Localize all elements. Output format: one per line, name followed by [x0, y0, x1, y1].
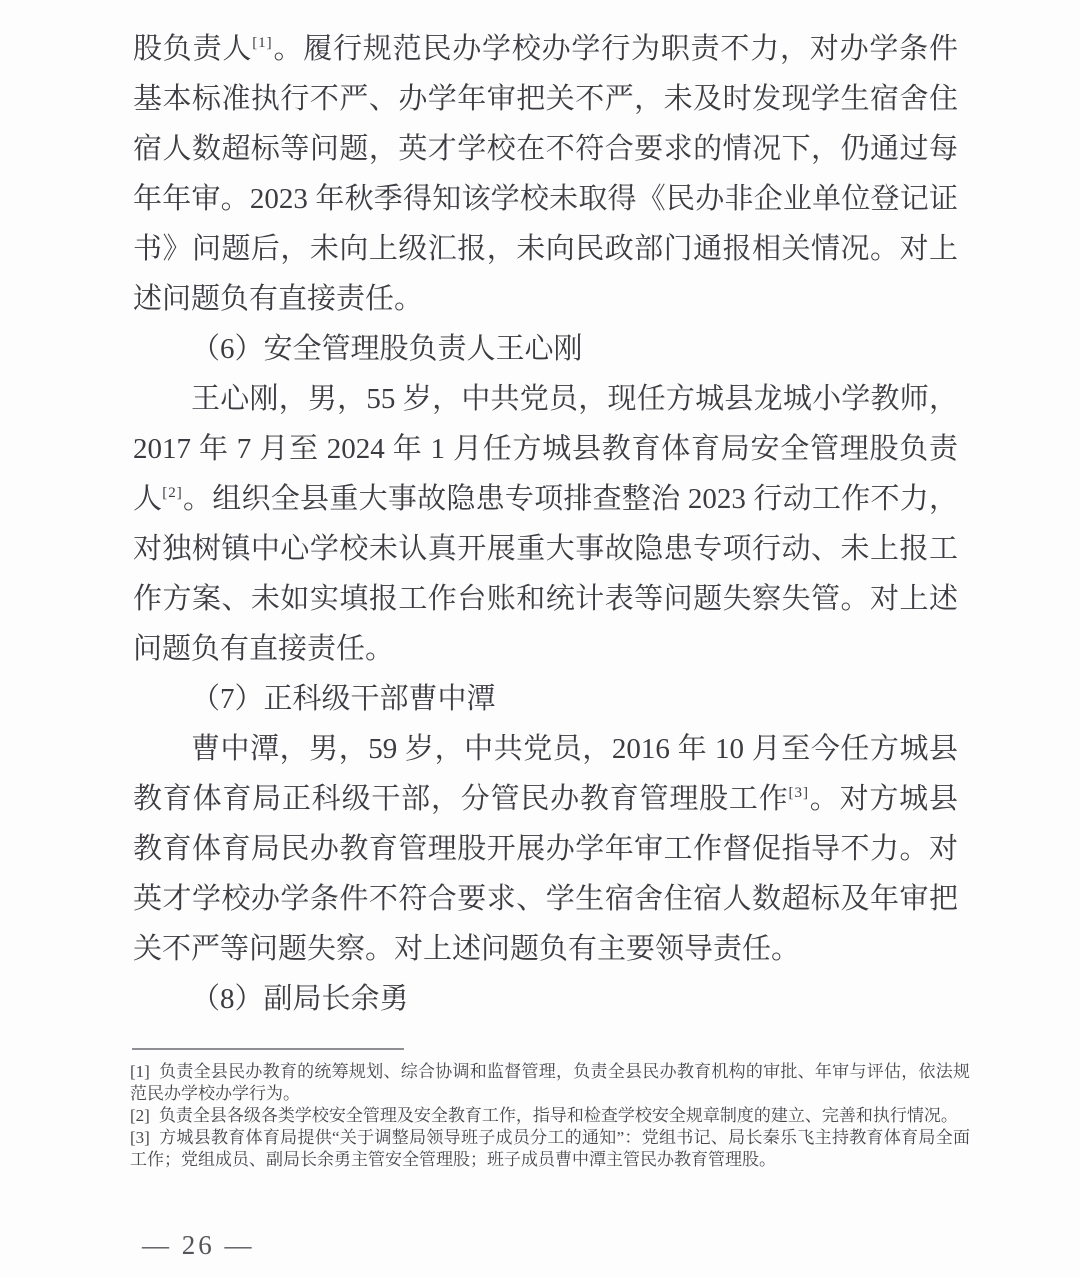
footnote-3-text: 方城县教育体育局提供“关于调整局领导班子成员分工的通知”：党组书记、局长秦乐飞主持教育体育局全面工作；党组成员、副局长余勇主管安全管理股；班子成员曹中潭主管民办教育管理股。 — [130, 1128, 970, 1169]
footnote-ref-2: [2] — [162, 485, 183, 501]
section-heading-8: （8）副局长余勇 — [191, 983, 409, 1015]
footnote-2-text: 负责全县各级各类学校安全管理及安全教育工作，指导和检查学校安全规章制度的建立、完善和执行情况。 — [158, 1106, 958, 1125]
section-heading-7: （7）正科级干部曹中潭 — [191, 683, 496, 715]
footnotes-section — [130, 1048, 970, 1171]
paragraph-text: 。对方城县教育体育局民办教育管理股开展办学年审工作督促指导不力。对英才学校办学条件不符合要求、学生宿舍住宿人数超标及年审把关不严等问题失察。对上述问题负有主要领导责任。 — [133, 783, 958, 965]
footnote-3 — [130, 1127, 970, 1171]
page-number: — 26 — — [142, 1230, 255, 1260]
footnote-separator — [132, 1048, 404, 1050]
footnote-1 — [130, 1061, 970, 1105]
paragraph-text: 。组织全县重大事故隐患专项排查整治 2023 行动工作不力，对独树镇中心学校未认真开展重大事故隐患专项行动、未上报工作方案、未如实填报工作台账和统计表等问题失察失管。对上述问题负有直接责任。 — [133, 483, 958, 665]
paragraph-text: 王心刚，男，55 岁，中共党员，现任方城县龙城小学教师，2017 年 7 月至 2024 年 1 月任方城县教育体育局安全管理股负责人 — [133, 383, 958, 515]
continuation-paragraph — [133, 24, 958, 324]
paragraph-wang-xingang — [133, 374, 958, 674]
footnote-1-marker: [1] — [130, 1062, 150, 1081]
paragraph-cao-zhongtan — [133, 724, 958, 974]
footnote-ref-3: [3] — [788, 785, 809, 801]
section-heading-6: （6）安全管理股负责人王心刚 — [191, 333, 583, 365]
footnote-2 — [130, 1105, 970, 1127]
footnote-ref-1: [1] — [252, 35, 273, 51]
footnote-1-text: 负责全县民办教育的统筹规划、综合协调和监督管理，负责全县民办教育机构的审批、年审与评估，依法规范民办学校办学行为。 — [130, 1062, 970, 1103]
document-body — [133, 24, 958, 1024]
paragraph-text: 曹中潭，男，59 岁，中共党员，2016 年 10 月至今任方城县教育体育局正科级干部，分管民办教育管理股工作 — [133, 733, 958, 815]
paragraph-text: 股负责人 — [133, 33, 253, 65]
paragraph-text: 。履行规范民办学校办学行为职责不力，对办学条件基本标准执行不严、办学年审把关不严，未及时发现学生宿舍住宿人数超标等问题，英才学校在不符合要求的情况下，仍通过每年年审。2023 年秋季得知该学校未取得《民办非企业单位登记证书》问题后，未向上级汇报，未向民政部门通报相关情况。对上述问题负有直接责任。 — [133, 33, 958, 315]
footnote-2-marker: [2] — [130, 1106, 150, 1125]
footnote-3-marker: [3] — [130, 1128, 150, 1147]
